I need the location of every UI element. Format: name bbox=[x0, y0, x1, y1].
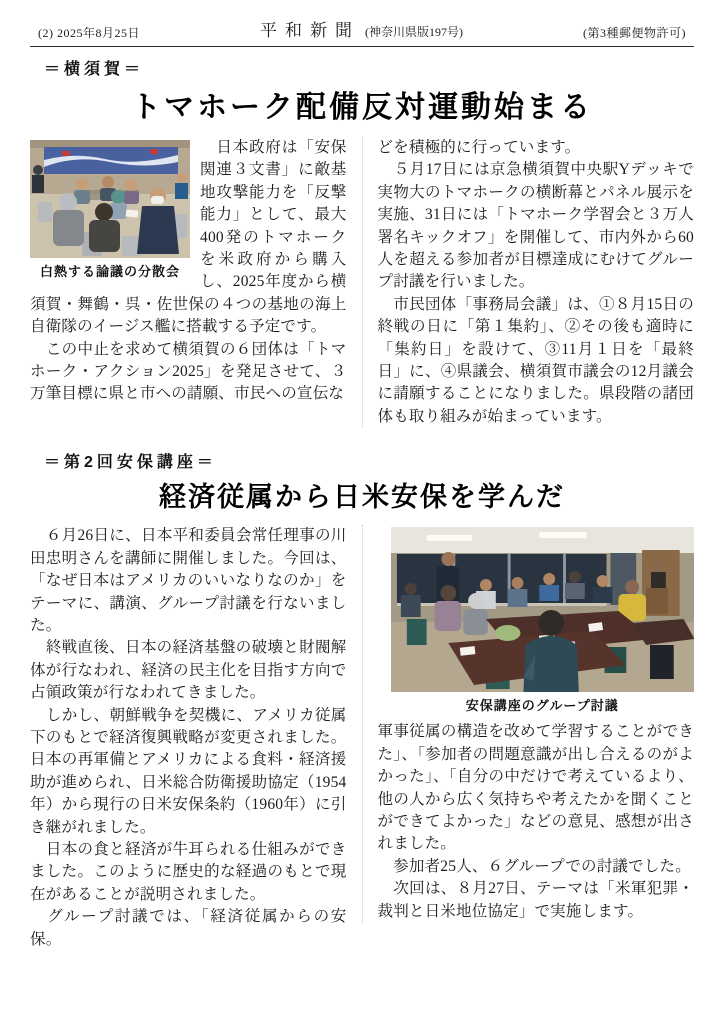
photo2-caption: 安保講座のグループ討議 bbox=[465, 698, 619, 714]
course-group-discussion-photo-illustration bbox=[391, 527, 695, 692]
article-anpo-course bbox=[30, 449, 694, 951]
section-label-yokosuka: ＝横須賀＝ bbox=[44, 61, 145, 78]
article2-paragraph: 軍事従属の構造を改めて学習することができた」、「参加者の問題意識が出し合えるのがよかった」、「自分の中だけで考えているより、他の人から広く気持ちや考えたかを聞くことができてよかった」などの意見、感想が出されました。 bbox=[377, 723, 694, 853]
article2-column-left bbox=[30, 525, 362, 951]
article2-paragraph: グループ討議では、「経済従属からの安保。 bbox=[30, 908, 347, 948]
article-tomahawk bbox=[30, 56, 694, 428]
article2-paragraph: 日本の食と経済が牛耳られる仕組みができました。このように歴史的な経過のもとで現在があることが説明されました。 bbox=[30, 840, 347, 903]
article1-paragraph: 市民団体「事務局会議」は、①８月15日の終戦の日に「第１集約」、②その後も適時に「集約日」を設けて、③11月１日を「最終日」に、④県議会、横須賀市議会の12月議会に請願することになりました。県段階の諸団体も取り組みが始まっています。 bbox=[377, 295, 694, 425]
masthead-title: 平和新聞 bbox=[260, 21, 360, 40]
page-number-date: (2) 2025年8月25日 bbox=[38, 26, 140, 40]
masthead bbox=[260, 16, 463, 41]
article1-paragraph: どを積極的に行っています。 bbox=[377, 139, 581, 156]
article2-paragraph: しかし、朝鮮戦争を契機に、アメリカ従属下のもとで経済復興戦略が変更されました。日本の再軍備とアメリカによる食料・経済援助が進められ、日米総合防衛援助協定（1954年）から現行の日米安保条約（1960年）に引き継がれました。 bbox=[30, 706, 347, 836]
article1-paragraph: 日本政府は「安保関連３文書」に敵基地攻撃能力を「反撃能力」として、最大400発のトマホークを米政府から購入し、2025年度から横須賀・舞鶴・呉・佐世保の４つの基地の海上自衛隊のイージス艦に搭載する予定です。 bbox=[30, 139, 347, 336]
photo-course-group-discussion bbox=[391, 527, 695, 714]
photo-breakout-discussion bbox=[30, 140, 190, 280]
article1-column-right bbox=[362, 137, 695, 428]
masthead-edition: (神奈川県版197号) bbox=[365, 25, 463, 39]
postal-permit-note: (第3種郵便物許可) bbox=[583, 26, 686, 40]
article2-columns bbox=[30, 525, 694, 951]
article2-paragraph: 参加者25人、６グループでの討議でした。 bbox=[377, 857, 691, 875]
article2-paragraph: 次回は、８月27日、テーマは「米軍犯罪・裁判と日米地位協定」で実施します。 bbox=[377, 880, 694, 920]
section-label-anpo-course: ＝第2回安保講座＝ bbox=[44, 454, 217, 472]
article1-columns bbox=[30, 137, 694, 428]
article1-paragraph: ５月17日には京急横須賀中央駅Yデッキで実物大のトマホークの横断幕とパネル展示を実施、31日には「トマホーク学習会と３万人署名キックオフ」を開催して、市内外から60人を超える参加者が目標達成にむけてグループ討議を行いました。 bbox=[377, 161, 694, 291]
article2-headline: 経済従属から日米安保を学んだ bbox=[159, 482, 565, 513]
page-header bbox=[30, 16, 694, 47]
article2-paragraph: ６月26日に、日本平和委員会常任理事の川田忠明さんを講師に開催しました。今回は、「なぜ日本はアメリカのいいなりなのか」をテーマに、講演、グループ討議を行ないました。 bbox=[30, 527, 347, 634]
breakout-discussion-photo-illustration bbox=[30, 140, 190, 258]
photo1-caption: 白熱する論議の分散会 bbox=[39, 264, 180, 279]
article1-paragraph: この中止を求めて横須賀の６団体は「トマホーク・アクション2025」を発足させて、３万筆目標に県と市への請願、市民への宣伝な bbox=[30, 340, 347, 403]
article2-paragraph: 終戦直後、日本の経済基盤の破壊と財閥解体が行なわれ、経済の民主化を目指す方向で占領政策が行なわれてきました。 bbox=[30, 639, 347, 702]
article2-column-right bbox=[362, 525, 695, 923]
article1-column-left bbox=[30, 137, 362, 406]
article1-headline: トマホーク配備反対運動始まる bbox=[131, 91, 593, 124]
